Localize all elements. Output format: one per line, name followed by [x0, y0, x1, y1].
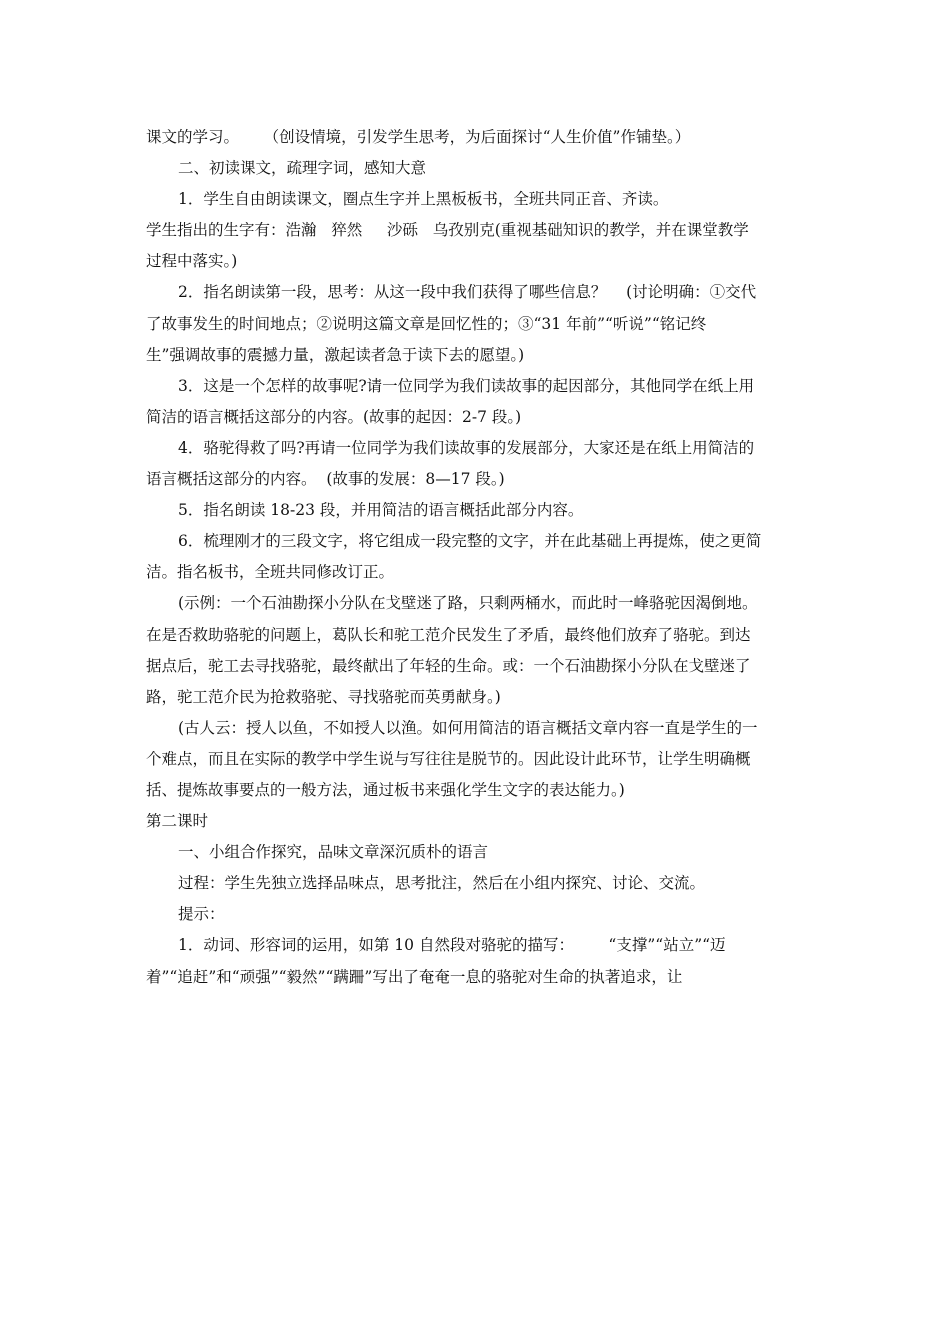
text-line: 学生指出的生字有：浩瀚 猝然 沙砾 乌孜别克(重视基础知识的教学，并在课堂教学	[146, 221, 749, 240]
text-line: 过程：学生先独立选择品味点，思考批注，然后在小组内探究、讨论、交流。	[178, 874, 706, 893]
text-line: 4．骆驼得救了吗?再请一位同学为我们读故事的发展部分，大家还是在纸上用简洁的	[178, 438, 755, 457]
text-line: 洁。指名板书，全班共同修改订正。	[146, 563, 395, 582]
text-line: 提示：	[178, 905, 225, 924]
text-line: 6．梳理刚才的三段文字，将它组成一段完整的文字，并在此基础上再提炼，使之更简	[178, 532, 762, 551]
text-line: 括、提炼故事要点的一般方法，通过板书来强化学生文字的表达能力。)	[146, 780, 625, 799]
text-line: 生”强调故事的震撼力量，激起读者急于读下去的愿望。)	[146, 345, 525, 364]
text-line: (古人云：授人以鱼，不如授人以渔。如何用简洁的语言概括文章内容一直是学生的一	[178, 718, 758, 737]
text-line: 据点后，驼工去寻找骆驼，最终献出了年轻的生命。或：一个石油勘探小分队在戈壁迷了	[146, 656, 751, 675]
text-line: 2．指名朗读第一段，思考：从这一段中我们获得了哪些信息？ (讨论明确：①交代	[178, 283, 757, 302]
text-line: 了故事发生的时间地点；②说明这篇文章是回忆性的；③“31 年前”“听说”“铭记终	[146, 314, 707, 333]
text-line: 在是否救助骆驼的问题上，葛队长和驼工范介民发生了矛盾，最终他们放弃了骆驼。到达	[146, 625, 751, 644]
text-line: 一、小组合作探究，品味文章深沉质朴的语言	[178, 843, 489, 862]
text-line: 着”“追赶”和“顽强”“毅然”“蹒跚”写出了奄奄一息的骆驼对生命的执著追求，让	[146, 967, 683, 986]
text-line: 语言概括这部分的内容。 (故事的发展：8—17 段。)	[146, 470, 505, 489]
document-body	[146, 122, 814, 993]
text-line: 第二课时	[146, 812, 209, 831]
text-line: 课文的学习。 （创设情境，引发学生思考，为后面探讨“人生价值”作铺垫。）	[146, 128, 691, 146]
text-line: (示例：一个石油勘探小分队在戈壁迷了路，只剩两桶水，而此时一峰骆驼因渴倒地。	[178, 594, 758, 613]
text-line: 路，驼工范介民为抢救骆驼、寻找骆驼而英勇献身。)	[146, 687, 501, 706]
text-line: 二、初读课文，疏理字词，感知大意	[178, 159, 427, 178]
text-line: 个难点，而且在实际的教学中学生说与写往往是脱节的。因此设计此环节，让学生明确概	[146, 749, 751, 768]
text-line: 1．学生自由朗读课文，圈点生字并上黑板板书，全班共同正音、齐读。	[178, 190, 669, 209]
text-line: 5．指名朗读 18-23 段，并用简洁的语言概括此部分内容。	[178, 501, 584, 520]
text-line: 3．这是一个怎样的故事呢?请一位同学为我们读故事的起因部分，其他同学在纸上用	[178, 376, 755, 395]
text-line: 过程中落实。)	[146, 252, 238, 271]
text-line: 1．动词、形容词的运用，如第 10 自然段对骆驼的描写： “支撑”“站立”“迈	[178, 936, 726, 955]
text-line: 简洁的语言概括这部分的内容。(故事的起因：2-7 段。)	[146, 407, 522, 426]
